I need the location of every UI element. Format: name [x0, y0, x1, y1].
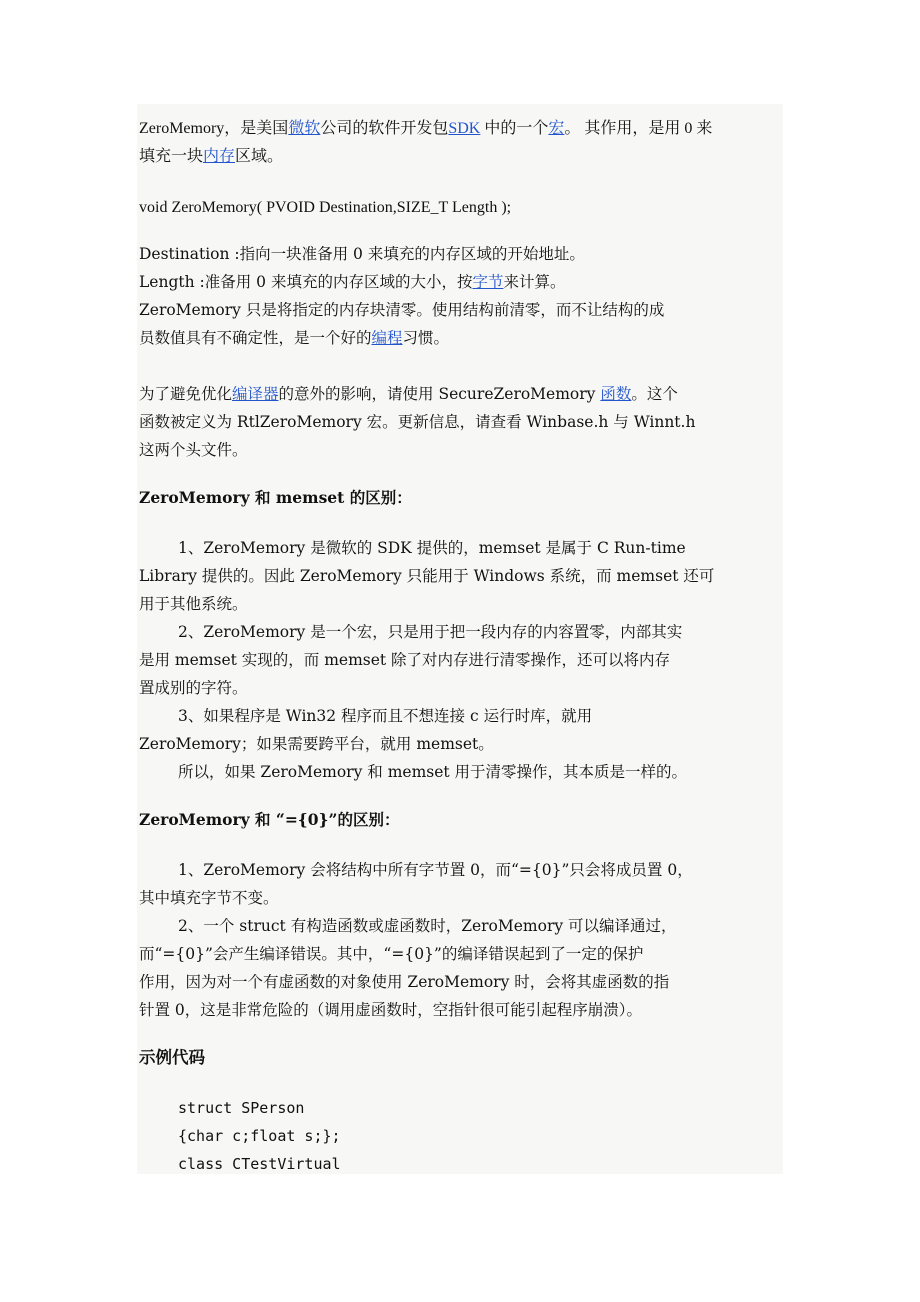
s1-line: 3、如果程序是 Win32 程序而且不想连接 c 运行时库，就用 — [178, 707, 593, 725]
code-line: struct SPerson — [178, 1099, 305, 1117]
param-destination: Destination :指向一块准备用 0 来填充的内存区域的开始地址。 — [139, 245, 585, 263]
s2-line: 作用，因为对一个有虚函数的对象使用 ZeroMemory 时，会将其虚函数的指 — [139, 973, 670, 991]
s1-line: ZeroMemory；如果需要跨平台，就用 memset。 — [139, 735, 494, 753]
s2-line: 而“={0}”会产生编译错误。其中，“={0}”的编译错误起到了一定的保护 — [139, 945, 644, 963]
s1-line: 是用 memset 实现的，而 memset 除了对内存进行清零操作，还可以将内存 — [139, 651, 671, 669]
intro-line-2: 填充一块内存区域。 — [139, 148, 284, 165]
link-compiler[interactable]: 编译器 — [232, 385, 279, 403]
heading-memset-diff: ZeroMemory 和 memset 的区别： — [139, 488, 412, 507]
link-macro[interactable]: 宏 — [548, 120, 565, 137]
p2-line-2: 员数值具有不确定性，是一个好的编程习惯。 — [139, 329, 450, 347]
p3-line-2: 函数被定义为 RtlZeroMemory 宏。更新信息，请查看 Winbase.h 与 Winnt.h — [139, 413, 696, 431]
p3-line-3: 这两个头文件。 — [139, 441, 248, 459]
s1-line: 2、ZeroMemory 是一个宏，只是用于把一段内存的内容置零，内部其实 — [178, 623, 683, 641]
s2-line: 其中填充字节不变。 — [139, 889, 279, 907]
s1-line: 所以，如果 ZeroMemory 和 memset 用于清零操作，其本质是一样的。 — [178, 763, 688, 781]
s1-line: 1、ZeroMemory 是微软的 SDK 提供的，memset 是属于 C Run-time — [178, 539, 686, 557]
p2-line-1: ZeroMemory 只是将指定的内存块清零。使用结构前清零，而不让结构的成 — [139, 301, 665, 319]
link-programming[interactable]: 编程 — [371, 329, 403, 347]
function-signature: void ZeroMemory( PVOID Destination,SIZE_T Length ); — [139, 199, 512, 216]
code-line: {char c;float s;}; — [178, 1127, 341, 1145]
heading-brace-init-diff: ZeroMemory 和 “={0}”的区别： — [139, 810, 400, 829]
s2-line: 1、ZeroMemory 会将结构中所有字节置 0，而“={0}”只会将成员置 0， — [178, 861, 693, 879]
link-sdk[interactable]: SDK — [448, 120, 481, 137]
link-memory[interactable]: 内存 — [203, 148, 236, 165]
link-byte[interactable]: 字节 — [472, 273, 504, 291]
link-function[interactable]: 函数 — [600, 385, 632, 403]
s1-line: 置成别的字符。 — [139, 679, 248, 697]
s1-line: Library 提供的。因此 ZeroMemory 只能用于 Windows 系统，而 memset 还可 — [139, 567, 715, 585]
heading-sample-code: 示例代码 — [139, 1048, 205, 1067]
p3-line-1: 为了避免优化编译器的意外的影响，请使用 SecureZeroMemory 函数。这个 — [139, 385, 678, 403]
param-length: Length :准备用 0 来填充的内存区域的大小，按字节来计算。 — [139, 273, 566, 291]
link-microsoft[interactable]: 微软 — [288, 120, 321, 137]
s1-line: 用于其他系统。 — [139, 595, 248, 613]
s2-line: 针置 0，这是非常危险的（调用虚函数时，空指针很可能引起程序崩溃）。 — [139, 1001, 643, 1019]
s2-line: 2、一个 struct 有构造函数或虚函数时，ZeroMemory 可以编译通过， — [178, 917, 677, 935]
intro-line-1: ZeroMemory，是美国微软公司的软件开发包SDK 中的一个宏。 其作用，是用 0 来 — [139, 120, 713, 137]
code-line: class CTestVirtual — [178, 1155, 341, 1173]
